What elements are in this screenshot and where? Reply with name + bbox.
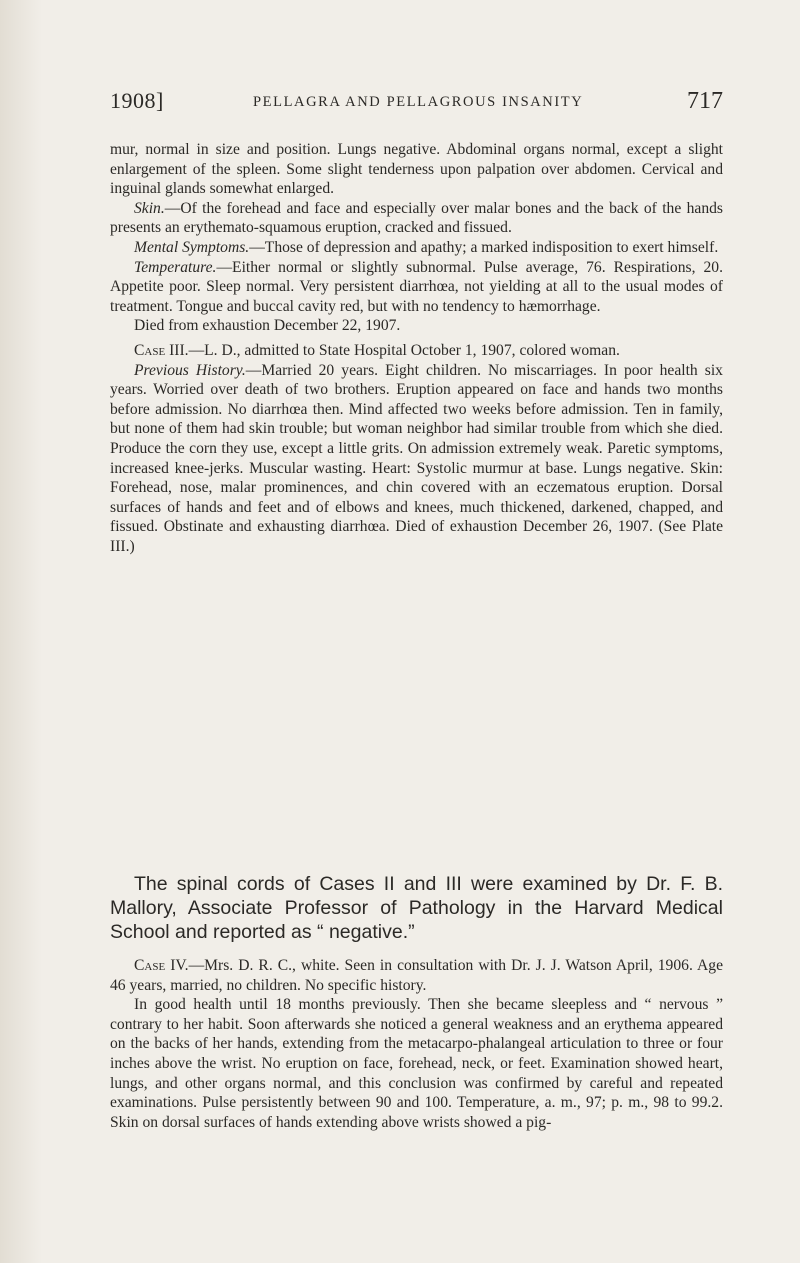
paragraph-lead: Temperature. (134, 258, 217, 276)
page-edge-shadow (0, 0, 42, 1263)
case-heading: Case III. (134, 341, 189, 359)
paragraph-temperature: Temperature.—Either normal or slightly subnormal. Pulse average, 76. Respirations, 20. Appetite poor. Sleep normal. Very persistent diarrhœa, not yielding at all to the usual modes of treatment. Tongue and buccal cavity red, but with no tendency to hæmorrhage. (110, 258, 723, 315)
paragraph-lead: Mental Symptoms. (134, 238, 250, 256)
running-header (110, 88, 723, 124)
paragraph-previous-history: Previous History.—Married 20 years. Eight children. No miscarriages. In poor health six years. Worried over death of two brothers. Eruption appeared on face and hands two months before admission. No diarrhœa then. Mind affected two weeks before admission. Ten in family, but none of them had skin trouble; but woman neighbor had similar trouble from which she died. Produce the corn they use, except a little grits. On admission extremely weak. Paretic symptoms, increased knee-jerks. Muscular wasting. Heart: Systolic murmur at base. Lungs negative. Skin: Forehead, nose, malar prominences, and chin covered with an eczematous eruption. Dorsal surfaces of hands and feet and of elbows and knees, much thickened, darkened, chapped, and fissued. Obstinate and exhausting diarrhœa. Died of exhaustion December 26, 1907. (See Plate III.) (110, 361, 723, 555)
paragraph-skin: Skin.—Of the forehead and face and especially over malar bones and the back of the hands presents an erythemato-squamous eruption, cracked and fissued. (110, 199, 723, 237)
paragraph-mental-symptoms: Mental Symptoms.—Those of depression and apathy; a marked indisposition to exert himself. (134, 238, 719, 256)
spinal-cord-note: The spinal cords of Cases II and III were examined by Dr. F. B. Mallory, Associate Professor of Pathology in the Harvard Medical School and reported as “ negative.” (110, 873, 723, 943)
case-heading: Case IV. (134, 957, 189, 974)
paragraph: Died from exhaustion December 22, 1907. (134, 317, 401, 335)
header-year: 1908] (110, 88, 164, 113)
page-number: 717 (687, 88, 723, 114)
paragraph-case-iii: Case III.—L. D., admitted to State Hospital October 1, 1907, colored woman. (134, 341, 620, 359)
paragraph: mur, normal in size and position. Lungs negative. Abdominal organs normal, except a slight enlargement of the spleen. Some slight tenderness upon palpation over abdomen. Cervical and inguinal glands somewhat enlarged. (110, 141, 723, 198)
paragraph: In good health until 18 months previously. Then she became sleepless and “ nervous ” contrary to her habit. Soon afterwards she noticed a general weakness and an erythema appeared on the backs of her hands, extending from the metacarpo-phalangeal articulation to three or four inches above the wrist. No eruption on face, forehead, neck, or feet. Examination showed heart, lungs, and other organs normal, and this conclusion was confirmed by careful and repeated examinations. Pulse persistently between 90 and 100. Temperature, a. m., 97; p. m., 98 to 99.2. Skin on dorsal surfaces of hands extending above wrists showed a pig- (110, 996, 723, 1131)
body-text-lower (110, 956, 723, 1132)
paragraph-case-iv: Case IV.—Mrs. D. R. C., white. Seen in consultation with Dr. J. J. Watson April, 1906. Age 46 years, married, no children. No specific history. (110, 957, 723, 994)
paragraph-lead: Skin. (134, 199, 165, 217)
header-running-title: PELLAGRA AND PELLAGROUS INSANITY (253, 94, 584, 110)
body-text-upper (110, 140, 723, 556)
paragraph-lead: Previous History. (134, 361, 246, 379)
